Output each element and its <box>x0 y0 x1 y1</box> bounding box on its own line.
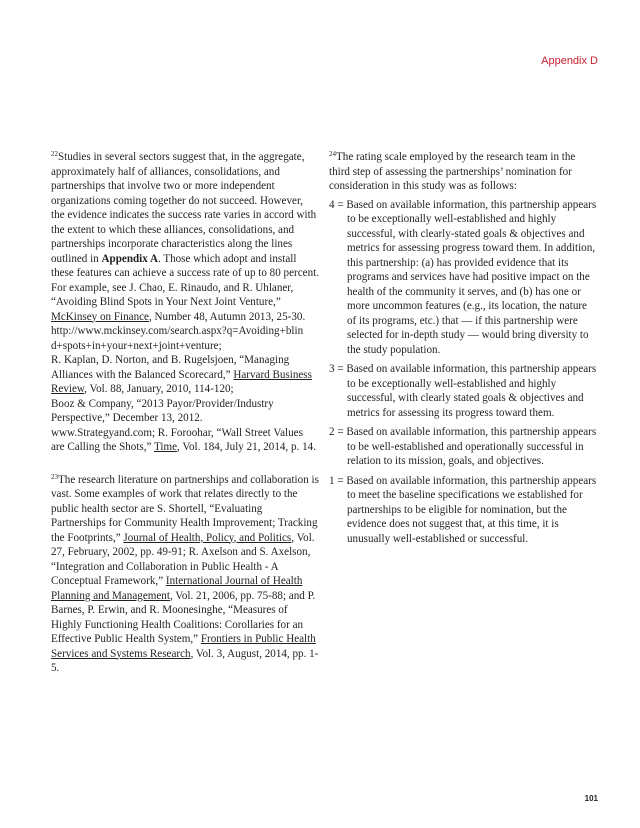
footnote-text: The rating scale employed by the research team in the third step of assessing the partnerships’ nomination for consideration in this study was as follows: <box>329 151 576 192</box>
footnote-text: , Vol. 3, August, 2014, pp. 1-5. <box>51 647 319 674</box>
footnote-24 <box>329 150 597 194</box>
footnote-text: R. Kaplan, D. Norton, and B. Rugelsjoen, “Managing Alliances with the Balanced Scorecard,” <box>51 354 290 381</box>
url-line-2: d+spots+in+your+next+joint+venture; <box>51 339 222 352</box>
citation-kaplan <box>51 353 319 397</box>
page-number: 101 <box>584 794 598 803</box>
rating-scale-item-2: 2 = Based on available information, this partnership appears to be well-established and operationally successful in relation to its mission, goals, and objectives. <box>329 426 597 467</box>
footnote-text: . Those which adopt and install these features can achieve a success rate of up to 80 percent. For example, see J. Chao, E. Rinaudo, and R. Uhlaner, “Avoiding Blind Spots in Your Next Joint Venture,” <box>51 252 319 308</box>
footnote-text: , Vol. 27, February, 2002, pp. 49-91; R. Axelson and S. Axelson, “Integration and Collaboration in Public Health - A Conceptual Framework,” <box>51 531 315 587</box>
footnote-number: 24 <box>329 150 336 158</box>
footnote-24-intro <box>329 150 597 194</box>
rating-scale-item-4: 4 = Based on available information, this partnership appears to be exceptionally well-established and highly successful, with clearly-stated goals & objectives and metrics for assessing progress toward them. In addition, this partnership: (a) has provided evidence that its programs and services have had positive impact on the health of the community it serves, and (b) has one or more uncommon features (e.g., its location, the nature of its programs, etc.) that — if this partnership were selected for in-depth study — would bring diversity to the study population. <box>329 198 597 356</box>
footnote-text: The research literature on partnerships and collaboration is vast. Some examples of work that relates directly to the public health sector are S. Shortell, “Evaluating Partnerships for Community Health Improvement; Tracking the Footprints,” <box>51 473 319 544</box>
citation-time: Time <box>154 441 178 453</box>
citation-journal-health-policy-politics: Journal of Health, Policy, and Politics <box>123 531 292 544</box>
footnote-text: Studies in several sectors suggest that, in the aggregate, approximately half of alliances, consolidations, and partnerships that involve two or more independent organizations coming together do not succeed. However, the evidence indicates the success rate varies in accord with the extent to which these alliances, consolidations, and partnerships incorporate characteristics along the lines outlined in <box>51 151 317 265</box>
footnote-number: 22 <box>51 150 58 158</box>
footnote-text: , Number 48, Autumn 2013, 25-30. <box>148 310 306 323</box>
citation-foroohar <box>51 426 319 455</box>
footnote-text: , Vol. 88, January, 2010, 114-120; <box>84 383 234 395</box>
footnote-number: 23 <box>51 472 58 481</box>
rating-scale-item-1: 1 = Based on available information, this partnership appears to meet the baseline specifications we established for partnerships to be eligible for nomination, but the evidence does not suggest that, at this time, it is unusually well-established or successful. <box>329 474 597 545</box>
footnote-22 <box>51 150 319 455</box>
citation-intl-journal-health-planning: International Journal of Health Planning and Management <box>51 575 303 602</box>
appendix-a-ref: Appendix A <box>101 252 158 265</box>
footnote-22-body <box>51 150 319 324</box>
footnote-23 <box>51 473 319 676</box>
appendix-label: Appendix D <box>541 55 598 67</box>
left-column <box>51 150 319 694</box>
citation-booz: Booz & Company, “2013 Payor/Provider/Industry Perspective,” December 13, 2012. <box>51 397 274 424</box>
footnote-text: , Vol. 184, July 21, 2014, p. 14. <box>177 441 316 453</box>
url-line-1: http://www.mckinsey.com/search.aspx?q=Avoiding+blin <box>51 325 304 337</box>
citation-mckinsey-on-finance: McKinsey on Finance <box>51 310 149 323</box>
footnote-text: www.Strategyand.com; R. Foroohar, “Wall Street Values are Calling the Shots,” <box>51 426 303 453</box>
rating-scale-item-3: 3 = Based on available information, this partnership appears to be exceptionally well-established and highly successful, with clearly stated goals & objectives and metrics for assessing its progress toward them. <box>329 363 597 419</box>
citation-harvard-business-review: Harvard Business Review <box>51 368 312 395</box>
footnote-23-body <box>51 473 319 676</box>
right-column <box>329 150 597 551</box>
citation-frontiers-public-health: Frontiers in Public Health Services and Systems Research <box>51 633 316 660</box>
footnote-text: , Vol. 21, 2006, pp. 75-88; and P. Barnes, P. Erwin, and R. Moonesinghe, “Measures of Highly Functioning Health Coalitions: Corollaries for an Effective Public Health System,” <box>51 589 316 645</box>
